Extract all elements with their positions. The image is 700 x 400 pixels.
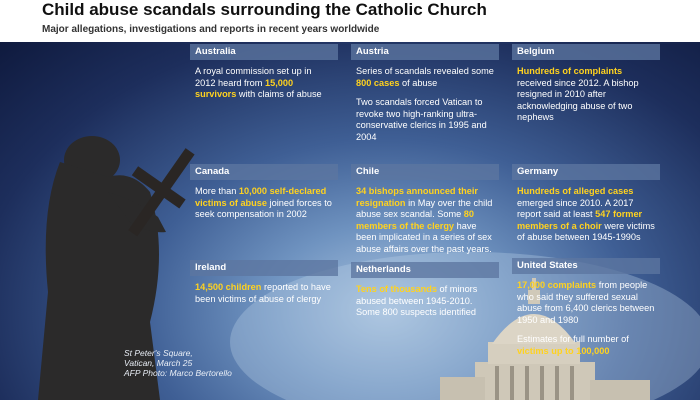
panel-ireland xyxy=(190,260,338,313)
panel-text: 17,000 complaints from people who said they suffered sexual abuse from 6,400 clerics between 1950 and 1980 xyxy=(517,280,655,325)
panel-text: A royal commission set up in 2012 heard from 15,000 survivors with claims of abuse xyxy=(195,66,322,99)
panel-text: 34 bishops announced their resignation in May over the child abuse sex scandal. Some 80 members of the clergy have been implicated in a series of sex abuse affairs over the past years. xyxy=(356,186,493,254)
panel-text: Hundreds of alleged cases emerged since 2010. A 2017 report said at least 547 former members of a choir were victims of abuse between 1945-1990s xyxy=(517,186,655,242)
panel-text: Tens of thousands of minors abused between 1945-2010. Some 800 suspects identified xyxy=(356,284,478,317)
panel-country: Netherlands xyxy=(351,262,499,278)
header xyxy=(0,0,700,42)
panel-united-states xyxy=(512,258,660,365)
panel-austria xyxy=(351,44,499,151)
panel-text: Two scandals forced Vatican to revoke two high-ranking ultra-conservative clerics in 1995 and 2004 xyxy=(356,97,487,142)
page-subtitle: Major allegations, investigations and reports in recent years worldwide xyxy=(42,24,380,35)
panel-country: Austria xyxy=(351,44,499,60)
panel-chile xyxy=(351,164,499,263)
panel-country: Ireland xyxy=(190,260,338,276)
panel-country: Belgium xyxy=(512,44,660,60)
panel-text: 14,500 children reported to have been victims of abuse of clergy xyxy=(195,282,331,304)
panel-text: Estimates for full number of victims up to 100,000 xyxy=(517,334,629,356)
panel-country: Chile xyxy=(351,164,499,180)
panel-text: More than 10,000 self-declared victims of abuse joined forces to seek compensation in 2002 xyxy=(195,186,332,219)
panel-text: Series of scandals revealed some 800 cases of abuse xyxy=(356,66,494,88)
panel-country: Germany xyxy=(512,164,660,180)
panel-country: Canada xyxy=(190,164,338,180)
panel-canada xyxy=(190,164,338,229)
panel-germany xyxy=(512,164,660,252)
panel-country: Australia xyxy=(190,44,338,60)
panel-belgium xyxy=(512,44,660,132)
panel-text: Hundreds of complaints received since 2012. A bishop resigned in 2010 after acknowledging abuse of two nephews xyxy=(517,66,639,122)
panel-netherlands xyxy=(351,262,499,327)
page-title: Child abuse scandals surrounding the Catholic Church xyxy=(42,0,487,19)
panel-australia xyxy=(190,44,338,109)
panel-country: United States xyxy=(512,258,660,274)
photo-credit: St Peter's Square, Vatican, March 25 AFP Photo: Marco Bertorello xyxy=(124,348,232,378)
